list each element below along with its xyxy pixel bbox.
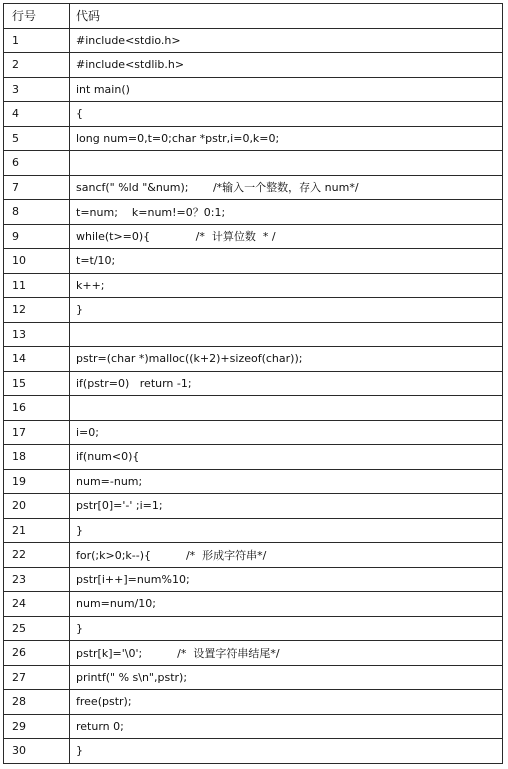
line-number-cell: 2 bbox=[4, 53, 70, 78]
line-number-cell: 22 bbox=[4, 543, 70, 568]
line-number-cell: 6 bbox=[4, 151, 70, 176]
code-line-cell: return 0; bbox=[70, 714, 503, 739]
table-row bbox=[4, 53, 503, 78]
table-row bbox=[4, 151, 503, 176]
table-row bbox=[4, 714, 503, 739]
code-table bbox=[3, 3, 503, 764]
table-row bbox=[4, 690, 503, 715]
line-number-cell: 17 bbox=[4, 420, 70, 445]
line-number-cell: 3 bbox=[4, 77, 70, 102]
header-line-number: 行号 bbox=[4, 4, 70, 29]
code-line-cell: for(;k>0;k--){ /* 形成字符串*/ bbox=[70, 543, 503, 568]
line-number-cell: 28 bbox=[4, 690, 70, 715]
line-number-cell: 18 bbox=[4, 445, 70, 470]
table-row bbox=[4, 543, 503, 568]
table-row bbox=[4, 518, 503, 543]
line-number-cell: 24 bbox=[4, 592, 70, 617]
line-number-cell: 21 bbox=[4, 518, 70, 543]
header-code: 代码 bbox=[70, 4, 503, 29]
table-header-row bbox=[4, 4, 503, 29]
code-line-cell: free(pstr); bbox=[70, 690, 503, 715]
table-row bbox=[4, 249, 503, 274]
table-row bbox=[4, 273, 503, 298]
code-line-cell: pstr[k]='\0'; /* 设置字符串结尾*/ bbox=[70, 641, 503, 666]
code-line-cell: } bbox=[70, 616, 503, 641]
table-row bbox=[4, 347, 503, 372]
code-line-cell: while(t>=0){ /* 计算位数 * / bbox=[70, 224, 503, 249]
table-row bbox=[4, 445, 503, 470]
code-line-cell: if(pstr=0) return -1; bbox=[70, 371, 503, 396]
code-line-cell: #include<stdio.h> bbox=[70, 28, 503, 53]
table-row bbox=[4, 200, 503, 225]
table-row bbox=[4, 567, 503, 592]
table-row bbox=[4, 322, 503, 347]
table-row bbox=[4, 102, 503, 127]
code-line-cell: sancf(" %ld "&num); /*输入一个整数，存入 num*/ bbox=[70, 175, 503, 200]
line-number-cell: 25 bbox=[4, 616, 70, 641]
line-number-cell: 5 bbox=[4, 126, 70, 151]
line-number-cell: 1 bbox=[4, 28, 70, 53]
code-line-cell: t=t/10; bbox=[70, 249, 503, 274]
line-number-cell: 4 bbox=[4, 102, 70, 127]
line-number-cell: 27 bbox=[4, 665, 70, 690]
code-line-cell: if(num<0){ bbox=[70, 445, 503, 470]
table-row bbox=[4, 420, 503, 445]
table-row bbox=[4, 665, 503, 690]
code-line-cell bbox=[70, 396, 503, 421]
line-number-cell: 19 bbox=[4, 469, 70, 494]
code-line-cell: printf(" % s\n",pstr); bbox=[70, 665, 503, 690]
code-line-cell: int main() bbox=[70, 77, 503, 102]
table-row bbox=[4, 28, 503, 53]
table-row bbox=[4, 126, 503, 151]
table-row bbox=[4, 224, 503, 249]
code-line-cell: num=num/10; bbox=[70, 592, 503, 617]
table-row bbox=[4, 396, 503, 421]
code-line-cell: t=num; k=num!=0？0:1; bbox=[70, 200, 503, 225]
table-body bbox=[4, 28, 503, 763]
line-number-cell: 10 bbox=[4, 249, 70, 274]
line-number-cell: 29 bbox=[4, 714, 70, 739]
table-row bbox=[4, 175, 503, 200]
code-line-cell: num=-num; bbox=[70, 469, 503, 494]
line-number-cell: 16 bbox=[4, 396, 70, 421]
code-line-cell: #include<stdlib.h> bbox=[70, 53, 503, 78]
code-line-cell: long num=0,t=0;char *pstr,i=0,k=0; bbox=[70, 126, 503, 151]
table-row bbox=[4, 739, 503, 764]
line-number-cell: 7 bbox=[4, 175, 70, 200]
table-row bbox=[4, 469, 503, 494]
line-number-cell: 20 bbox=[4, 494, 70, 519]
table-row bbox=[4, 616, 503, 641]
code-line-cell: } bbox=[70, 518, 503, 543]
line-number-cell: 23 bbox=[4, 567, 70, 592]
code-line-cell: k++; bbox=[70, 273, 503, 298]
table-row bbox=[4, 592, 503, 617]
table-row bbox=[4, 77, 503, 102]
table-row bbox=[4, 371, 503, 396]
line-number-cell: 11 bbox=[4, 273, 70, 298]
line-number-cell: 13 bbox=[4, 322, 70, 347]
code-line-cell bbox=[70, 322, 503, 347]
code-line-cell: { bbox=[70, 102, 503, 127]
code-line-cell: } bbox=[70, 298, 503, 323]
line-number-cell: 14 bbox=[4, 347, 70, 372]
code-line-cell: i=0; bbox=[70, 420, 503, 445]
code-line-cell: pstr[i++]=num%10; bbox=[70, 567, 503, 592]
code-line-cell: } bbox=[70, 739, 503, 764]
table-row bbox=[4, 494, 503, 519]
line-number-cell: 30 bbox=[4, 739, 70, 764]
table-row bbox=[4, 641, 503, 666]
code-line-cell: pstr=(char *)malloc((k+2)+sizeof(char)); bbox=[70, 347, 503, 372]
table-row bbox=[4, 298, 503, 323]
code-line-cell: pstr[0]='-' ;i=1; bbox=[70, 494, 503, 519]
line-number-cell: 26 bbox=[4, 641, 70, 666]
code-line-cell bbox=[70, 151, 503, 176]
line-number-cell: 8 bbox=[4, 200, 70, 225]
line-number-cell: 12 bbox=[4, 298, 70, 323]
line-number-cell: 9 bbox=[4, 224, 70, 249]
line-number-cell: 15 bbox=[4, 371, 70, 396]
